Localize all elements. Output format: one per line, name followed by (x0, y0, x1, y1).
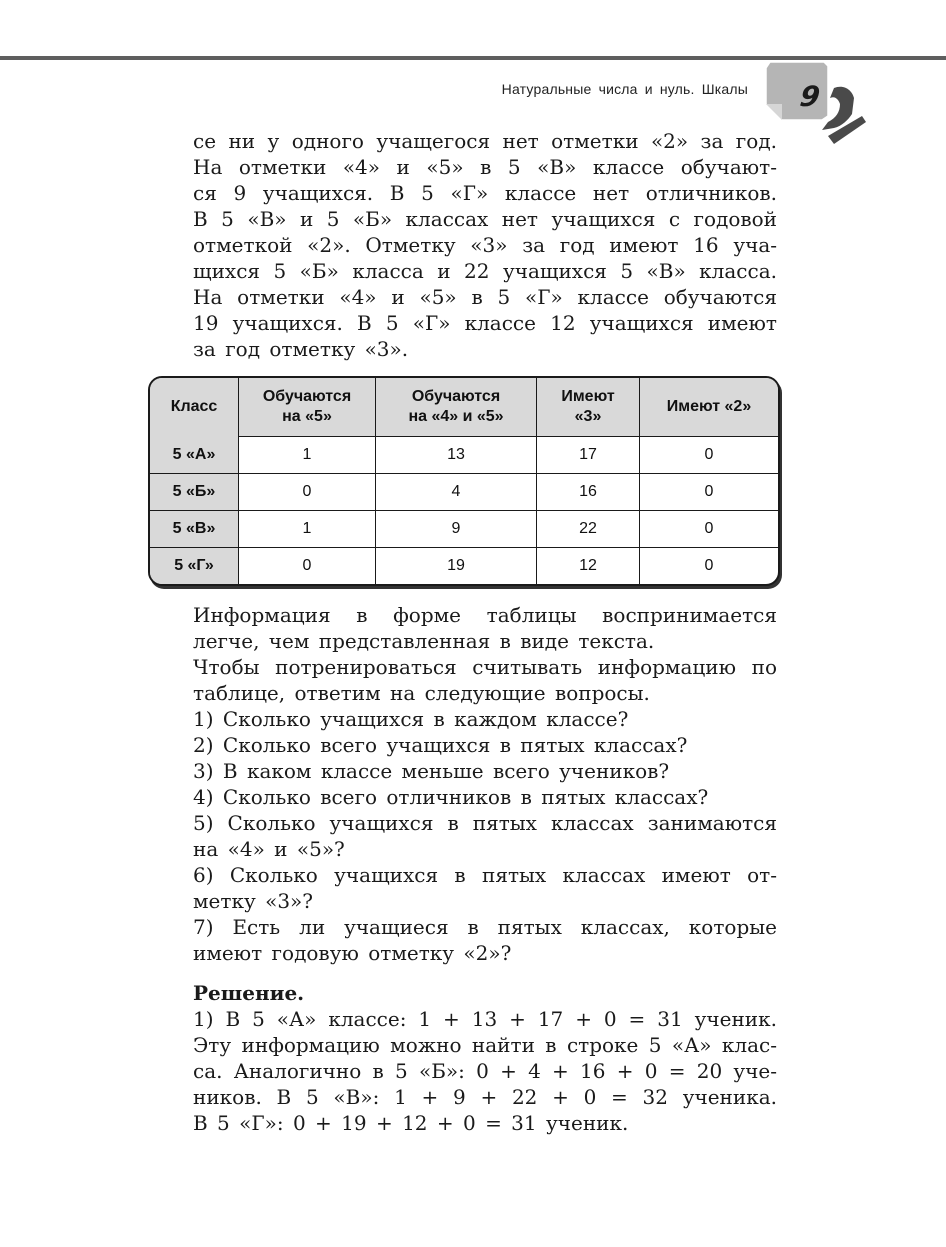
question-item: метку «3»? (193, 889, 314, 913)
cell-four-five: 9 (376, 511, 537, 548)
solution-title: Решение. (193, 981, 305, 1005)
grades-table (148, 376, 780, 586)
info-paragraph (193, 602, 777, 706)
running-title: Натуральные числа и нуль. Шкалы (501, 81, 748, 97)
question-item: имеют годовую отметку «2»? (193, 941, 512, 965)
page-number: 9 (797, 80, 823, 113)
cell-three: 17 (537, 437, 640, 474)
cell-five: 1 (239, 437, 376, 474)
header-five: Обучаются на «5» (239, 378, 376, 437)
text-line: се ни у одного учащегося нет отметки «2» за год. (193, 129, 777, 153)
cell-five: 1 (239, 511, 376, 548)
table-header-row (150, 378, 778, 437)
question-item: 7) Есть ли учащиеся в пятых классах, которые (193, 915, 777, 939)
text-line: ся 9 учащихся. В 5 «Г» классе нет отличников. (193, 181, 777, 205)
cell-five: 0 (239, 548, 376, 585)
text-line: 1) В 5 «А» классе: 1 + 13 + 17 + 0 = 31 ученик. (193, 1007, 777, 1031)
row-class: 5 «А» (150, 437, 239, 474)
row-class: 5 «В» (150, 511, 239, 548)
text-line: ников. В 5 «В»: 1 + 9 + 22 + 0 = 32 ученика. (193, 1085, 777, 1109)
cell-two: 0 (640, 437, 779, 474)
question-item: 1) Сколько учащихся в каждом классе? (193, 707, 629, 731)
solution-section (193, 980, 777, 1136)
questions-list (193, 706, 777, 966)
question-item: 4) Сколько всего отличников в пятых классах? (193, 785, 709, 809)
question-item: 2) Сколько всего учащихся в пятых классах? (193, 733, 688, 757)
cell-two: 0 (640, 474, 779, 511)
cell-three: 12 (537, 548, 640, 585)
cell-two: 0 (640, 511, 779, 548)
table-row (150, 548, 778, 585)
text-line: щихся 5 «Б» класса и 22 учащихся 5 «В» класса. (193, 259, 777, 283)
header-class: Класс (150, 378, 239, 437)
header-four-five: Обучаются на «4» и «5» (376, 378, 537, 437)
text-line: Эту информацию можно найти в строке 5 «А» клас- (193, 1033, 777, 1057)
header-three: Имеют «3» (537, 378, 640, 437)
cell-three: 16 (537, 474, 640, 511)
text-line: отметкой «2». Отметку «3» за год имеют 16 уча- (193, 233, 777, 257)
intro-paragraph (193, 128, 777, 362)
text-line: На отметки «4» и «5» в 5 «Г» классе обучаются (193, 285, 777, 309)
text-line: Информация в форме таблицы воспринимается (193, 603, 777, 627)
header-two: Имеют «2» (640, 378, 779, 437)
row-class: 5 «Г» (150, 548, 239, 585)
cell-five: 0 (239, 474, 376, 511)
text-line: са. Аналогично в 5 «Б»: 0 + 4 + 16 + 0 = 20 уче- (193, 1059, 777, 1083)
text-line: за год отметку «3». (193, 337, 409, 361)
table-row (150, 437, 778, 474)
text-line: В 5 «Г»: 0 + 19 + 12 + 0 = 31 ученик. (193, 1111, 629, 1135)
cell-three: 22 (537, 511, 640, 548)
text-line: Чтобы потренироваться считывать информацию по (193, 655, 777, 679)
table-row (150, 511, 778, 548)
text-line: В 5 «В» и 5 «Б» классах нет учащихся с годовой (193, 207, 777, 231)
text-line: легче, чем представленная в виде текста. (193, 629, 655, 653)
cell-four-five: 13 (376, 437, 537, 474)
table-row (150, 474, 778, 511)
question-item: 3) В каком классе меньше всего учеников? (193, 759, 670, 783)
text-line: 19 учащихся. В 5 «Г» классе 12 учащихся имеют (193, 311, 777, 335)
cell-two: 0 (640, 548, 779, 585)
cell-four-five: 4 (376, 474, 537, 511)
text-line: таблице, ответим на следующие вопросы. (193, 681, 650, 705)
cell-four-five: 19 (376, 548, 537, 585)
row-class: 5 «Б» (150, 474, 239, 511)
question-item: на «4» и «5»? (193, 837, 345, 861)
question-item: 5) Сколько учащихся в пятых классах занимаются (193, 811, 777, 835)
question-item: 6) Сколько учащихся в пятых классах имеют от- (193, 863, 777, 887)
text-line: На отметки «4» и «5» в 5 «В» классе обучают- (193, 155, 777, 179)
